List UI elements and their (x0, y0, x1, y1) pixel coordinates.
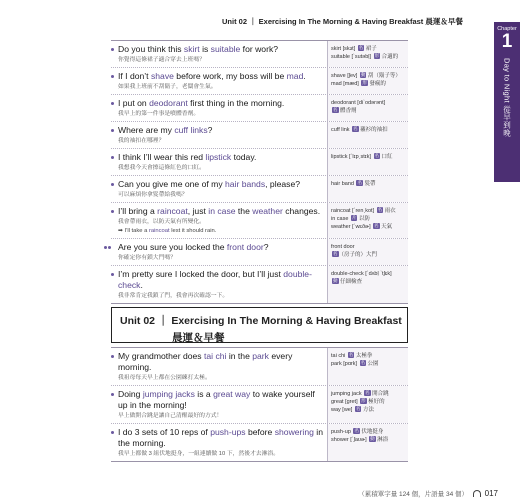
chinese-translation: 我會帶雨衣，以防天氣有所變化。 (118, 219, 205, 225)
vocab-row (111, 67, 408, 94)
bullet-icon (111, 273, 114, 276)
chinese-translation: 我祖母每天早上都在公園練打太極。 (118, 375, 211, 381)
chapter-tab[interactable] (494, 22, 520, 182)
sentence-cell (111, 424, 327, 461)
chinese-translation: 如果我上班前不刮鬍子，老闆會生氣。 (118, 84, 217, 90)
chapter-number: 1 (501, 31, 513, 52)
chinese-translation: 我的袖扣在哪裡？ (118, 138, 165, 144)
vocab-row (111, 265, 408, 304)
bullet-icon (111, 210, 114, 213)
sentence-cell (111, 68, 327, 94)
word-count: （累積單字量 124 個，片語量 34 個） (358, 491, 469, 498)
bullet-icon (111, 156, 114, 159)
vocab-row (111, 238, 408, 265)
english-sentence: Can you give me one of my hair bands, please? (118, 179, 301, 189)
chinese-translation: 你確定你有鎖大門嗎？ (118, 255, 176, 261)
chinese-translation: 我想我今天會擦這條紅色的口紅。 (118, 165, 205, 171)
vocab-row (111, 94, 408, 121)
chinese-translation: 我早上的第一件事是噴體香劑。 (118, 111, 200, 117)
headphones-icon[interactable] (473, 490, 481, 497)
sentence-cell (111, 122, 327, 148)
vocab-row (111, 121, 408, 148)
english-sentence: If I don’t shave before work, my boss will be mad. (118, 71, 306, 81)
vocab-row (111, 148, 408, 175)
vocabulary-note: lipstick [ˋlɪpˏstɪk] 名 口紅 (327, 149, 408, 175)
alternative-sentence: ➡ I’ll take a raincoat lest it should rain. (118, 228, 217, 234)
sentence-cell (111, 176, 327, 202)
english-sentence: I’ll bring a raincoat, just in case the weather changes. (118, 206, 321, 216)
bullet-icon (111, 183, 114, 186)
sentence-cell (111, 239, 327, 265)
vocab-row (111, 347, 408, 385)
vocab-row (111, 423, 408, 462)
sentence-cell (111, 41, 327, 67)
bullet-icon (111, 355, 114, 358)
sentence-cell (111, 386, 327, 423)
sentence-cell (111, 95, 327, 121)
chinese-translation: 可以麻煩你拿髮帶給我嗎？ (118, 192, 188, 198)
vocab-table-section-2 (111, 347, 408, 462)
english-sentence: I put on deodorant first thing in the morning. (118, 98, 285, 108)
vocabulary-note: hair band 名 髮帶 (327, 176, 408, 202)
bullet-icon (111, 393, 114, 396)
unit-heading-subtitle: 晨運＆早餐 (172, 332, 225, 344)
vocabulary-note: cuff link 名 襯衫的袖扣 (327, 122, 408, 148)
unit-heading-title: Unit 02 ｜ Exercising In The Morning & Having Breakfast (120, 315, 402, 327)
bullet-icon (111, 48, 114, 51)
sentence-cell (111, 266, 327, 303)
vocab-row (111, 385, 408, 423)
sentence-cell (111, 348, 327, 385)
bullet-icon (111, 75, 114, 78)
vocabulary-note: push-up 名 伏地挺身 shower [ˋʃaʊɚ] 動 淋浴 (327, 424, 408, 461)
vocabulary-note: double-check [ˋdʌbḷ ˋtʃɛk] 動 仔細檢查 (327, 266, 408, 303)
english-sentence: Where are my cuff links? (118, 125, 213, 135)
vocabulary-note: raincoat [ˋrenˏkot] 名 雨衣 in case 片 以防 weather [ˋwɛðɚ] 名 天氣 (327, 203, 408, 238)
vocab-row (111, 40, 408, 67)
page-number: 017 (484, 489, 498, 498)
chapter-title: Day to Night 從早到晚 (502, 58, 512, 137)
vocab-row (111, 202, 408, 238)
english-sentence: My grandmother does tai chi in the park every morning. (118, 351, 293, 372)
english-sentence: Are you sure you locked the front door? (118, 242, 269, 252)
vocabulary-note: front door 名（房子的）大門 (327, 239, 408, 265)
vocabulary-note: shave [ʃev] 動 刮（鬍子等） mad [mæd] 形 發瘋的 (327, 68, 408, 94)
chinese-translation: 我早上都做 3 組伏地挺身，一組連續做 10 下，然後才去淋浴。 (118, 451, 280, 457)
chinese-translation: 早上做開合跳是讓自己清醒最好的方式！ (118, 413, 223, 419)
chinese-translation: 你覺得這條裙子適合穿去上班嗎？ (118, 57, 205, 63)
vocab-table-section-1 (111, 40, 408, 304)
sentence-cell (111, 149, 327, 175)
vocabulary-note: tai chi 名 太極拳 park [pɑrk] 名 公園 (327, 348, 408, 385)
chinese-translation: 我非常肯定我鎖了門，我會再次確認一下。 (118, 293, 229, 299)
english-sentence: Do you think this skirt is suitable for work? (118, 44, 279, 54)
bullet-icon (111, 431, 114, 434)
english-sentence: I think I’ll wear this red lipstick today. (118, 152, 257, 162)
vocabulary-note: deodorant [diˋodərənt] 名 體香劑 (327, 95, 408, 121)
english-sentence: Doing jumping jacks is a great way to wake yourself up in the morning! (118, 389, 315, 410)
vocab-row (111, 175, 408, 202)
english-sentence: I do 3 sets of 10 reps of push-ups before showering in the morning. (118, 427, 323, 448)
english-sentence: I’m pretty sure I locked the door, but I’ll just double-check. (118, 269, 312, 290)
unit-heading-box (111, 307, 408, 343)
bullet-icon (111, 102, 114, 105)
chapter-label: Chapter (497, 26, 517, 32)
vocabulary-note: skirt [skɜt] 名 裙子 suitable [ˋsutəbḷ] 形 合適的 (327, 41, 408, 67)
vocabulary-note: jumping jack 名 開合跳 great [gret] 形 極好的 way [we] 名 方法 (327, 386, 408, 423)
bullet-icon (111, 129, 114, 132)
page-footer (358, 489, 498, 498)
bullet-icon (104, 246, 107, 249)
sentence-cell (111, 203, 327, 238)
running-head: Unit 02 ｜ Exercising In The Morning & Having Breakfast 晨運＆早餐 (222, 17, 463, 26)
